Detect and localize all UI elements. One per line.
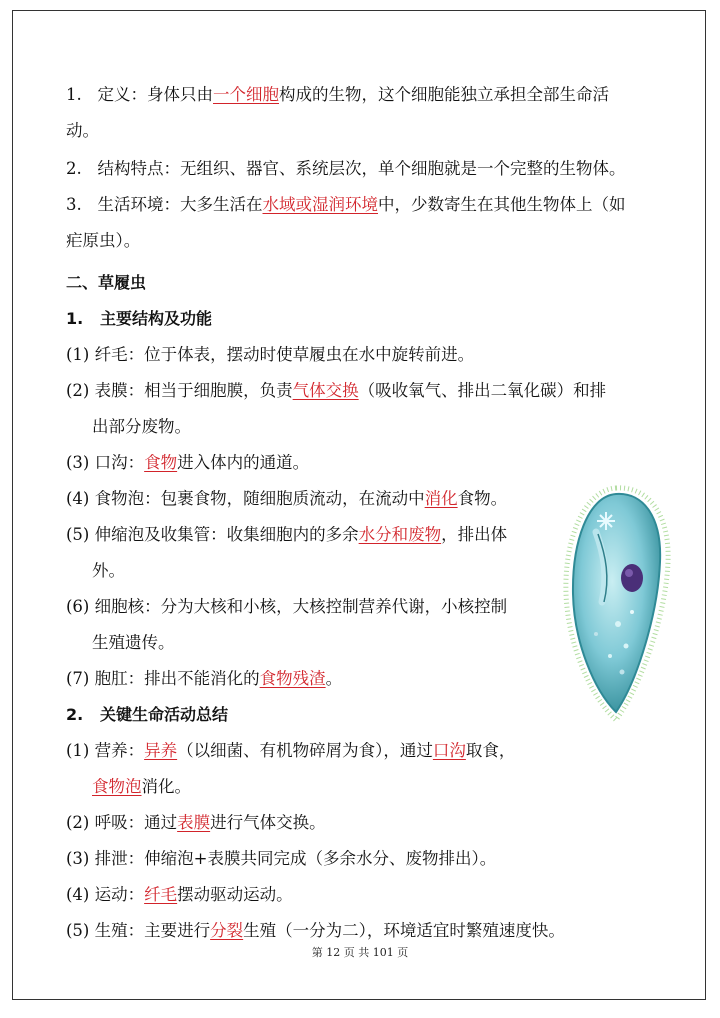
excretion-line: (3) 排泄：伸缩泡+表膜共同完成（多余水分、废物排出）。 <box>66 849 497 868</box>
definition-line-cont: 动。 <box>66 121 99 140</box>
structure-line: 2. 结构特点：无组织、器官、系统层次，单个细胞就是一个完整的生物体。 <box>66 159 626 178</box>
food-vacuole-line: (4) 食物泡：包裹食物，随细胞质流动，在流动中消化食物。 <box>66 489 508 508</box>
nutrition-line-cont: 食物泡消化。 <box>92 777 191 796</box>
nucleus-line-cont: 生殖遗传。 <box>92 633 175 652</box>
anal-pore-line: (7) 胞肛：排出不能消化的食物残渣。 <box>66 669 343 688</box>
oral-groove-line: (3) 口沟：食物进入体内的通道。 <box>66 453 310 472</box>
habitat-line-cont: 疟原虫）。 <box>66 231 141 250</box>
subheading-structure: 1. 主要结构及功能 <box>66 309 212 328</box>
nucleus-line: (6) 细胞核：分为大核和小核，大核控制营养代谢，小核控制 <box>66 597 508 616</box>
subheading-activities: 2. 关键生命活动总结 <box>66 705 228 724</box>
nutrition-line: (1) 营养：异养（以细菌、有机物碎屑为食），通过口沟取食， <box>66 741 516 760</box>
paramecium-illustration <box>556 484 676 732</box>
section-heading: 二、草履虫 <box>66 273 147 292</box>
cilia-line: (1) 纤毛：位于体表，摆动时使草履虫在水中旋转前进。 <box>66 345 475 364</box>
movement-line: (4) 运动：纤毛摆动驱动运动。 <box>66 885 293 904</box>
habitat-line: 3. 生活环境：大多生活在水域或湿润环境中，少数寄生在其他生物体上（如 <box>66 195 626 214</box>
reproduction-line: (5) 生殖：主要进行分裂生殖（一分为二），环境适宜时繁殖速度快。 <box>66 921 565 940</box>
definition-line: 1. 定义：身体只由一个细胞构成的生物，这个细胞能独立承担全部生命活 <box>66 85 609 104</box>
pellicle-line-cont: 出部分废物。 <box>92 417 191 436</box>
page-footer: 第 12 页 共 101 页 <box>311 946 409 959</box>
respiration-line: (2) 呼吸：通过表膜进行气体交换。 <box>66 813 326 832</box>
contractile-vacuole-line: (5) 伸缩泡及收集管：收集细胞内的多余水分和废物，排出体 <box>66 525 508 544</box>
contractile-vacuole-line-cont: 外。 <box>92 561 125 580</box>
pellicle-line: (2) 表膜：相当于细胞膜，负责气体交换（吸收氧气、排出二氧化碳）和排 <box>66 381 607 400</box>
